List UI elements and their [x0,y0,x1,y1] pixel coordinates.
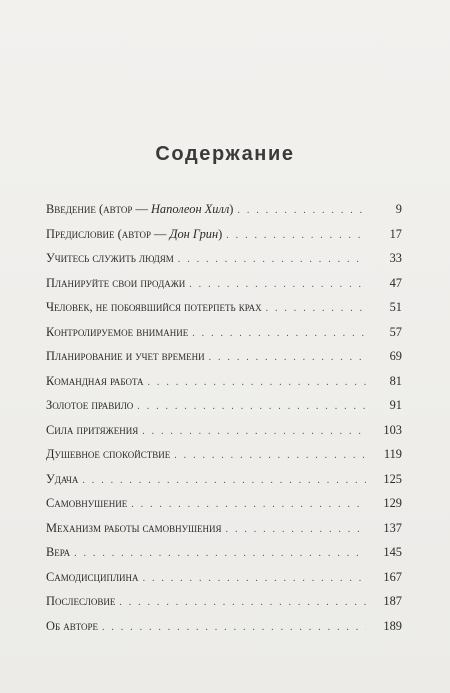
toc-page-number: 125 [383,471,402,486]
toc-entry-author: Наполеон Хилл [150,202,230,216]
toc-entry [46,543,402,568]
toc-entry [46,200,402,225]
toc-page-number: 81 [389,373,402,388]
dot-leader [178,251,366,269]
toc-entry [46,347,402,372]
toc-entry [46,396,402,421]
toc-entry-text: Предисловие (автор — [46,226,170,241]
dot-leader [266,300,366,318]
dot-leader [119,594,366,612]
dot-leader [226,227,366,245]
toc-entry-label: Золотое правило [46,398,134,412]
dot-leader [174,447,366,465]
toc-entry-label: Сила притяжения [46,422,139,437]
dot-leader [102,619,366,637]
toc-page-number: 103 [383,422,402,437]
toc-page-number: 129 [383,496,402,510]
toc-page-number: 167 [383,569,402,584]
toc-entry-author: Дон Грин [169,226,219,241]
toc-entry-text: Введение (автор — [46,202,151,216]
dot-leader [142,423,366,441]
toc-entry [46,249,402,274]
toc-entry [46,421,402,446]
toc-entry [46,519,402,544]
toc-entry [46,617,402,642]
toc-entry-label: Душевное спокойствие [46,447,171,461]
dot-leader [74,545,366,563]
table-of-contents [46,200,402,641]
toc-entry [46,372,402,397]
toc-entry-label: Человек, не побоявшийся потерпеть крах [46,300,262,314]
toc-entry-label [46,200,237,218]
toc-page-number: 69 [389,349,402,363]
toc-entry-label: Удача [46,471,79,486]
toc-entry-label: Самовнушение [46,496,128,510]
dot-leader [137,398,366,416]
toc-page-number: 17 [389,226,402,241]
toc-page-number: 145 [383,545,402,559]
toc-entry [46,445,402,470]
toc-entry-label: Контролируемое внимание [46,324,189,339]
dot-leader [189,276,366,294]
toc-entry-label: Планирование и учет времени [46,349,205,363]
toc-entry [46,298,402,323]
toc-page-number: 57 [389,324,402,339]
toc-entry-tail: ) [229,202,234,216]
dot-leader [192,325,366,343]
toc-entry-tail: ) [218,226,223,241]
toc-entry-label [46,225,226,243]
toc-page-number: 9 [395,202,402,216]
toc-entry [46,568,402,593]
toc-entry-label: Механизм работы самовнушения [46,520,222,535]
toc-page-number: 137 [383,520,402,535]
toc-entry [46,323,402,348]
dot-leader [237,202,366,220]
dot-leader [143,570,366,588]
toc-entry-label: Планируйте свои продажи [46,275,186,290]
page-title: Содержание [155,143,295,165]
dot-leader [209,349,366,367]
toc-entry [46,494,402,519]
toc-page-number: 189 [383,618,402,633]
toc-page-number: 33 [389,251,402,265]
toc-page-number: 47 [389,275,402,290]
toc-entry [46,592,402,617]
toc-entry-label: Командная работа [46,373,144,388]
toc-page-number: 187 [383,594,402,608]
toc-page-number: 119 [383,447,402,461]
toc-entry-label: Послесловие [46,594,116,608]
toc-page-number: 51 [389,300,402,314]
dot-leader [148,374,366,392]
dot-leader [226,521,366,539]
toc-entry-label: Самодисциплина [46,569,139,584]
dot-leader [82,472,366,490]
toc-entry-label: Об авторе [46,618,98,633]
toc-entry [46,470,402,495]
toc-entry-label: Вера [46,545,71,559]
toc-entry-label: Учитесь служить людям [46,251,174,265]
toc-page-number: 91 [389,398,402,412]
toc-entry [46,274,402,299]
dot-leader [131,496,366,514]
toc-entry [46,225,402,250]
